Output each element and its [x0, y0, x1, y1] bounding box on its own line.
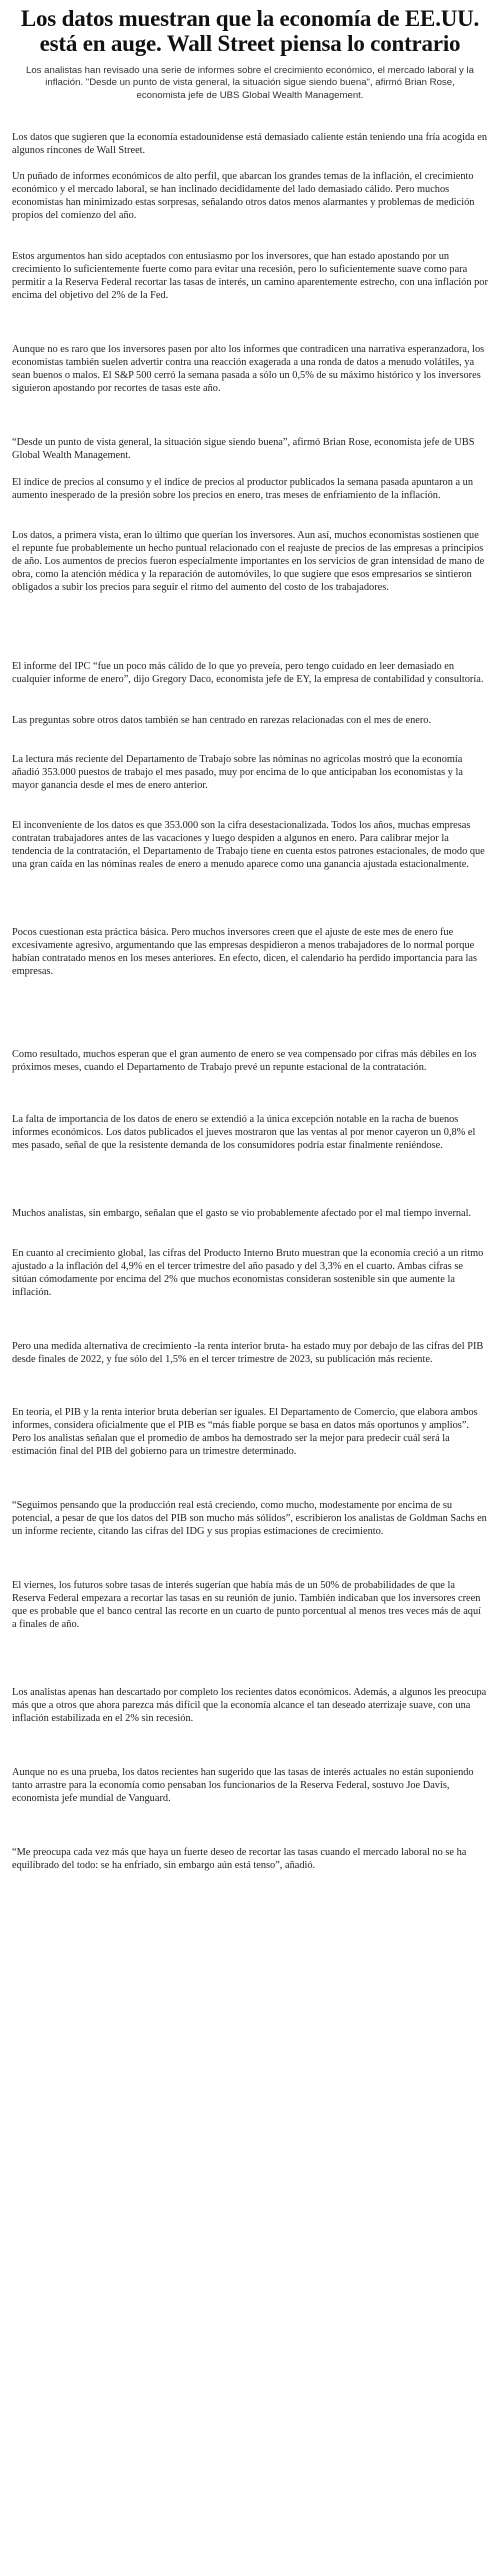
body-paragraph: “Me preocupa cada vez más que haya un fuerte deseo de recortar las tasas cuando el mercado laboral no se ha equilibrado del todo: se ha enfriado, sin embargo aún está tenso”, añadió. [12, 1847, 467, 1872]
body-paragraph: Pocos cuestionan esta práctica básica. Pero muchos inversores creen que el ajuste de este mes de enero fue excesivamente agresivo, argumentando que las empresas despidieron a menos trabajadores de lo normal porque habían contratado menos en los meses anteriores. En efecto, dicen, el calendario ha perdido importancia para las empresas. [12, 927, 477, 978]
body-paragraph: Un puñado de informes económicos de alto perfil, que abarcan los grandes temas de la inflación, el crecimiento económico y el mercado laboral, se han inclinado decididamente del lado demasiado cálido. Pero muchos economistas han minimizado estas sorpresas, señalando otros datos menos alarmantes y problemas de medición propios del comienzo del año. [12, 171, 475, 222]
body-paragraph: El índice de precios al consumo y el índice de precios al productor publicados la semana pasada apuntaron a un aumento inesperado de la presión sobre los precios en enero, tras meses de enfriamiento de la inflación. [12, 477, 473, 502]
body-paragraph: El viernes, los futuros sobre tasas de interés sugerían que había más de un 50% de probabilidades de que la Reserva Federal empezara a recortar las tasas en su reunión de junio. También indicaban que los inversores creen que es probable que el banco central las recorte en un cuarto de punto porcentual al menos tres veces más de aquí a finales de año. [12, 1580, 482, 1631]
body-paragraph: “Desde un punto de vista general, la situación sigue siendo buena”, afirmó Brian Rose, economista jefe de UBS Global Wealth Management. [12, 437, 475, 462]
body-paragraph: Muchos analistas, sin embargo, señalan que el gasto se vio probablemente afectado por el mal tiempo invernal. [12, 1208, 472, 1219]
body-paragraph: Los analistas apenas han descartado por completo los recientes datos económicos. Además, a algunos les preocupa más que a otros que ahora parezca más difícil que la economía alcance el tan deseado aterrizaje suave, con una inflación estabilizada en el 2% sin recesión. [12, 1687, 487, 1725]
body-paragraph: Las preguntas sobre otros datos también se han centrado en rarezas relacionadas con el mes de enero. [12, 715, 432, 726]
article-headline: Los datos muestran que la economía de EE.UU. está en auge. Wall Street piensa lo contrario [20, 6, 480, 56]
body-paragraph: Los datos que sugieren que la economía estadounidense está demasiado caliente están teniendo una fría acogida en algunos rincones de Wall Street. [12, 132, 488, 157]
body-paragraph: Como resultado, muchos esperan que el gran aumento de enero se vea compensado por cifras más débiles en los próximos meses, cuando el Departamento de Trabajo prevé un repunte estacional de la contratación. [12, 1049, 477, 1074]
body-paragraph: Los datos, a primera vista, eran lo último que querían los inversores. Aun así, muchos economistas sostienen que el repunte fue probablemente un hecho puntual relacionado con el reajuste de precios de las empresas a principios de año. Los aumentos de precios fueron especialmente importantes en los servicios de gran intensidad de mano de obra, como la atención médica y la reparación de automóviles, lo que sugiere que esos empresarios se sintieron obligados a subir los precios para seguir el ritmo del aumento del costo de los trabajadores. [12, 530, 485, 594]
body-paragraph: “Seguimos pensando que la producción real está creciendo, como mucho, modestamente por encima de su potencial, a pesar de que los datos del PIB son mucho más sólidos”, escribieron los analistas de Goldman Sachs en un informe reciente, citando las cifras del IDG y sus propias estimaciones de crecimiento. [12, 1500, 487, 1538]
body-paragraph: Estos argumentos han sido aceptados con entusiasmo por los inversores, que han estado apostando por un crecimiento lo suficientemente fuerte como para evitar una recesión, pero lo suficientemente suave como para permitir a la Reserva Federal recortar las tasas de interés, un camino aparentemente estrecho, con una inflación por encima del objetivo del 2% de la Fed. [12, 251, 488, 302]
body-paragraph: El informe del IPC “fue un poco más cálido de lo que yo preveía, pero tengo cuidado en leer demasiado en cualquier informe de enero”, dijo Gregory Daco, economista jefe de EY, la empresa de contabilidad y consultoría. [12, 661, 484, 686]
body-paragraph: En teoría, el PIB y la renta interior bruta deberían ser iguales. El Departamento de Comercio, que elabora ambos informes, considera oficialmente que el PIB es “más fiable porque se basa en datos más oportunos y amplios”. Pero los analistas señalan que el promedio de ambos ha demostrado ser la mejor para predecir cuál será la estimación final del PIB del gobierno para un trimestre determinado. [12, 1407, 478, 1458]
body-paragraph: Aunque no es una prueba, los datos recientes han sugerido que las tasas de interés actuales no están suponiendo tanto arrastre para la economía como pensaban los funcionarios de la Reserva Federal, sostuvo Joe Davis, economista jefe mundial de Vanguard. [12, 1767, 474, 1805]
body-paragraph: En cuanto al crecimiento global, las cifras del Producto Interno Bruto muestran que la economía creció a un ritmo ajustado a la inflación del 4,9% en el tercer trimestre del año pasado y del 3,3% en el cuarto. Ambas cifras se sitúan cómodamente por encima del 2% que muchos economistas consideran sostenible sin que aumente la inflación. [12, 1248, 484, 1299]
body-paragraph: La falta de importancia de los datos de enero se extendió a la única excepción notable en la racha de buenos informes económicos. Los datos publicados el jueves mostraron que las ventas al por menor cayeron un 0,8% el mes pasado, señal de que la resistente demanda de los consumidores podría estar finalmente reniéndose. [12, 1114, 476, 1152]
body-paragraph: Aunque no es raro que los inversores pasen por alto los informes que contradicen una narrativa esperanzadora, los economistas también suelen advertir contra una reacción exagerada a una ronda de datos a menudo volátiles, ya sean buenos o malos. El S&P 500 cerró la semana pasada a sólo un 0,5% de su máximo histórico y los inversores siguieron apostando por recortes de tasas este año. [12, 344, 485, 395]
body-paragraph: La lectura más reciente del Departamento de Trabajo sobre las nóminas no agrícolas mostró que la economía añadió 353.000 puestos de trabajo el mes pasado, muy por encima de lo que anticipaban los economistas y la mayor ganancia desde el mes de enero anterior. [12, 754, 463, 792]
body-paragraph: Pero una medida alternativa de crecimiento -la renta interior bruta- ha estado muy por debajo de las cifras del PIB desde finales de 2022, y fue sólo del 1,5% en el tercer trimestre de 2023, su publicación más reciente. [12, 1341, 484, 1366]
body-paragraph: El inconveniente de los datos es que 353.000 son la cifra desestacionalizada. Todos los años, muchas empresas contratan trabajadores antes de las vacaciones y luego despiden a algunos en enero. Para calibrar mejor la tendencia de la contratación, el Departamento de Trabajo tiene en cuenta estos patrones estacionales, de modo que una gran caída en las nóminas reales de enero a menudo aparece como una ganancia ajustada estacionalmente. [12, 820, 485, 871]
article-deck: Los analistas han revisado una serie de informes sobre el crecimiento económico, el mercado laboral y la inflación. "Desde un punto de vista general, la situación sigue siendo buena", afirmó Brian Rose, economista jefe de UBS Global Wealth Management. [26, 65, 474, 101]
